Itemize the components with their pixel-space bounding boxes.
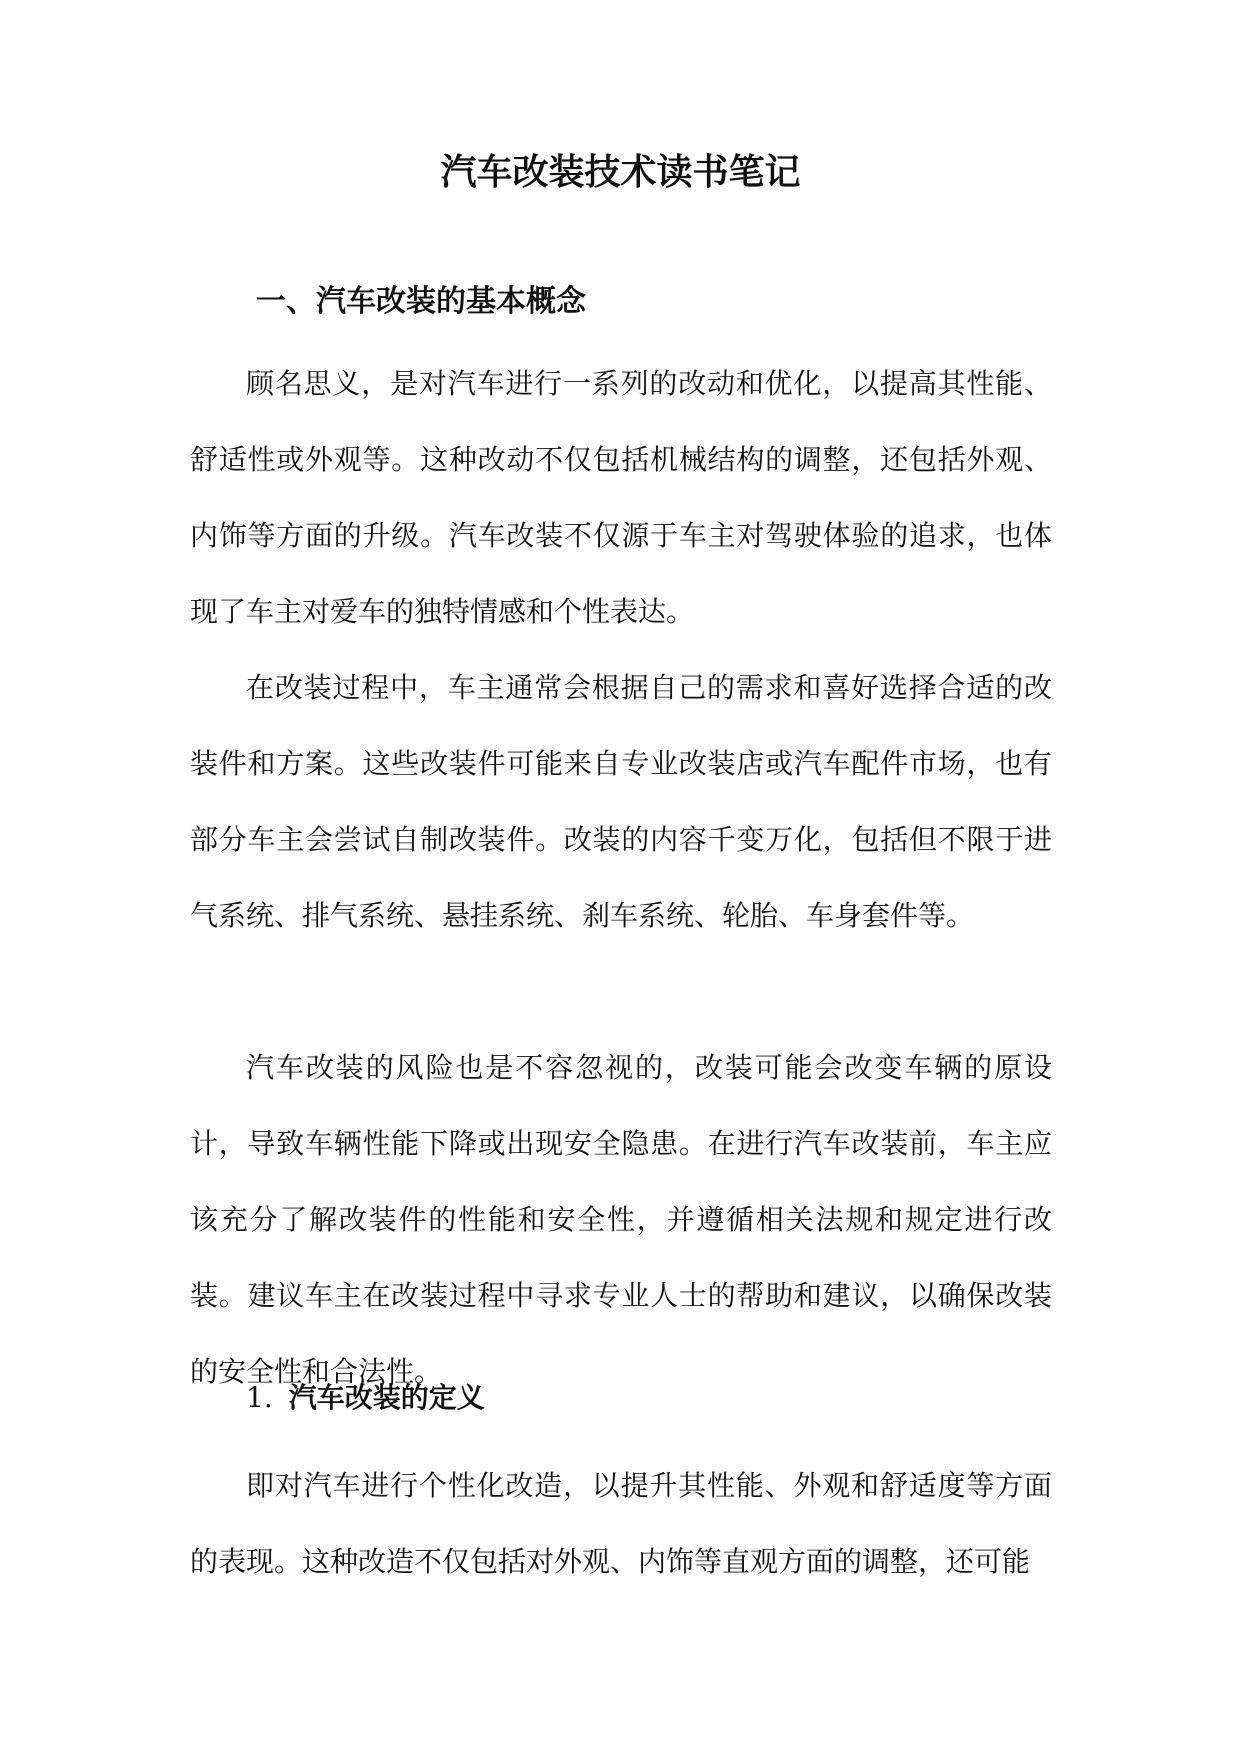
subsection-heading <box>246 1378 485 1418</box>
body-paragraph: 汽车改装的风险也是不容忽视的，改装可能会改变车辆的原设计，导致车辆性能下降或出现安全隐患。在进行汽车改装前，车主应该充分了解改装件的性能和安全性，并遵循相关法规和规定进行改装。建议车主在改装过程中寻求专业人士的帮助和建议，以确保改装的安全性和合法性。 <box>190 1051 1052 1388</box>
body-paragraph: 即对汽车进行个性化改造，以提升其性能、外观和舒适度等方面的表现。这种改造不仅包括对外观、内饰等直观方面的调整，还可能 <box>190 1469 1052 1578</box>
subsection-number: 1. <box>246 1381 273 1414</box>
subsection-title: 汽车改装的定义 <box>288 1381 485 1414</box>
document-title: 汽车改装技术读书笔记 <box>440 151 801 193</box>
body-paragraph: 在改装过程中，车主通常会根据自己的需求和喜好选择合适的改装件和方案。这些改装件可能来自专业改装店或汽车配件市场，也有部分车主会尝试自制改装件。改装的内容千变万化，包括但不限于进气系统、排气系统、悬挂系统、刹车系统、轮胎、车身套件等。 <box>190 671 1052 932</box>
body-paragraph: 顾名思义，是对汽车进行一系列的改动和优化，以提高其性能、舒适性或外观等。这种改动不仅包括机械结构的调整，还包括外观、内饰等方面的升级。汽车改装不仅源于车主对驾驶体验的追求，也体现了车主对爱车的独特情感和个性表达。 <box>190 367 1052 628</box>
section-heading: 一、汽车改装的基本概念 <box>256 284 586 319</box>
